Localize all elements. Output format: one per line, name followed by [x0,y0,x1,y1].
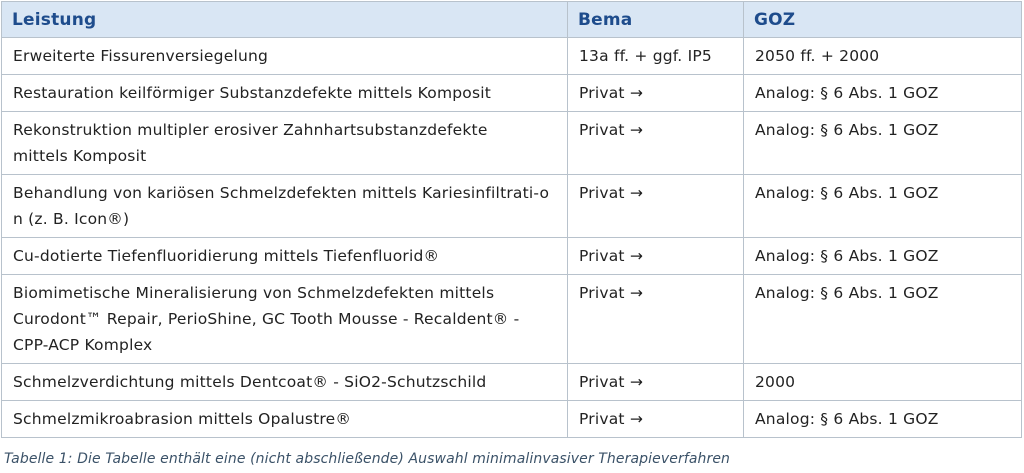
cell-goz: Analog: § 6 Abs. 1 GOZ [744,112,1022,175]
cell-bema: Privat → [568,401,744,438]
cell-leistung: Schmelzmikroabrasion mittels Opalustre® [2,401,568,438]
table-row [2,175,1022,238]
cell-leistung [2,275,568,364]
cell-bema: Privat → [568,175,744,238]
header-leistung: Leistung [2,2,568,38]
cell-bema: Privat → [568,238,744,275]
table-row [2,364,1022,401]
table-row [2,275,1022,364]
cell-leistung [2,112,568,175]
cell-leistung-text: Rekonstruktion multipler erosiver Zahnhartsubstanzdefekte mittels Komposit [13,121,488,165]
table-row [2,238,1022,275]
cell-leistung [2,175,568,238]
cell-leistung: Erweiterte Fissurenversiegelung [2,38,568,75]
table-row [2,38,1022,75]
cell-leistung-text: Behandlung von kariösen Schmelzdefekten mittels Kariesinfiltrati-on (z. B. Icon®) [13,184,550,228]
cell-leistung-text: Biomimetische Mineralisierung von Schmelzdefekten mittels Curodont™ Repair, PerioShine, GC Tooth Mousse - Recaldent® - CPP-ACP Komplex [13,284,520,354]
cell-goz: 2000 [744,364,1022,401]
cell-goz: Analog: § 6 Abs. 1 GOZ [744,175,1022,238]
cell-leistung: Schmelzverdichtung mittels Dentcoat® - SiO2-Schutzschild [2,364,568,401]
cell-goz: Analog: § 6 Abs. 1 GOZ [744,401,1022,438]
table-caption: Tabelle 1: Die Tabelle enthält eine (nicht abschließende) Auswahl minimalinvasiver Therapieverfahren [4,451,731,467]
table-header-row [2,2,1022,38]
header-goz: GOZ [744,2,1022,38]
table-row [2,401,1022,438]
header-bema: Bema [568,2,744,38]
cell-bema: Privat → [568,75,744,112]
cell-goz: Analog: § 6 Abs. 1 GOZ [744,275,1022,364]
cell-goz: Analog: § 6 Abs. 1 GOZ [744,238,1022,275]
cell-bema: Privat → [568,112,744,175]
cell-leistung: Cu-dotierte Tiefenfluoridierung mittels Tiefenfluorid® [2,238,568,275]
therapy-table [1,1,1022,438]
cell-goz: Analog: § 6 Abs. 1 GOZ [744,75,1022,112]
cell-bema: Privat → [568,275,744,364]
table-row [2,112,1022,175]
therapy-table-container [1,1,1021,438]
cell-goz: 2050 ff. + 2000 [744,38,1022,75]
cell-bema: Privat → [568,364,744,401]
cell-bema: 13a ff. + ggf. IP5 [568,38,744,75]
cell-leistung: Restauration keilförmiger Substanzdefekte mittels Komposit [2,75,568,112]
table-row [2,75,1022,112]
